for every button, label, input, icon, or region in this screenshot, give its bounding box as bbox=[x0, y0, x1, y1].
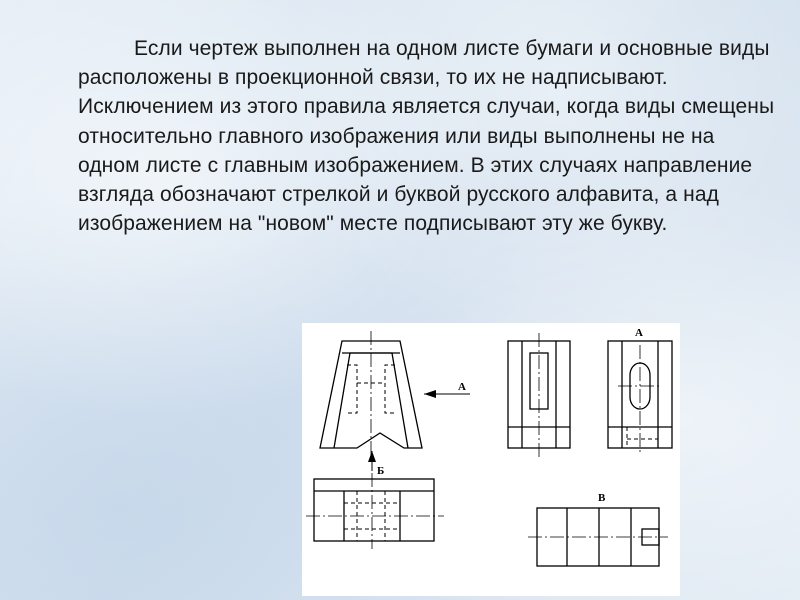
main-view bbox=[320, 331, 422, 461]
technical-drawing bbox=[302, 323, 680, 596]
drawing-svg bbox=[302, 323, 680, 596]
view-a bbox=[608, 341, 672, 455]
arrow-label-a: А bbox=[458, 381, 466, 393]
view-label-a: А bbox=[635, 327, 643, 339]
arrow-label-b: Б bbox=[377, 465, 385, 477]
slide-paragraph: Если чертеж выполнен на одном листе бумаги и основные виды расположены в проекционной связи, то их не надписывают. Исключением из этого правила является случаи, когда виды смещены относительно главного изображения или виды выполнены не на одном листе с главным изображением. В этих случаях направление взгляда обозначают стрелкой и буквой русского алфавита, а над изображением на "новом" месте подписывают эту же букву. bbox=[78, 37, 775, 236]
bottom-view bbox=[306, 473, 444, 549]
view-v bbox=[528, 508, 668, 566]
view-label-v: В bbox=[598, 492, 606, 504]
view-arrow-b bbox=[368, 451, 376, 471]
side-view bbox=[508, 333, 570, 457]
